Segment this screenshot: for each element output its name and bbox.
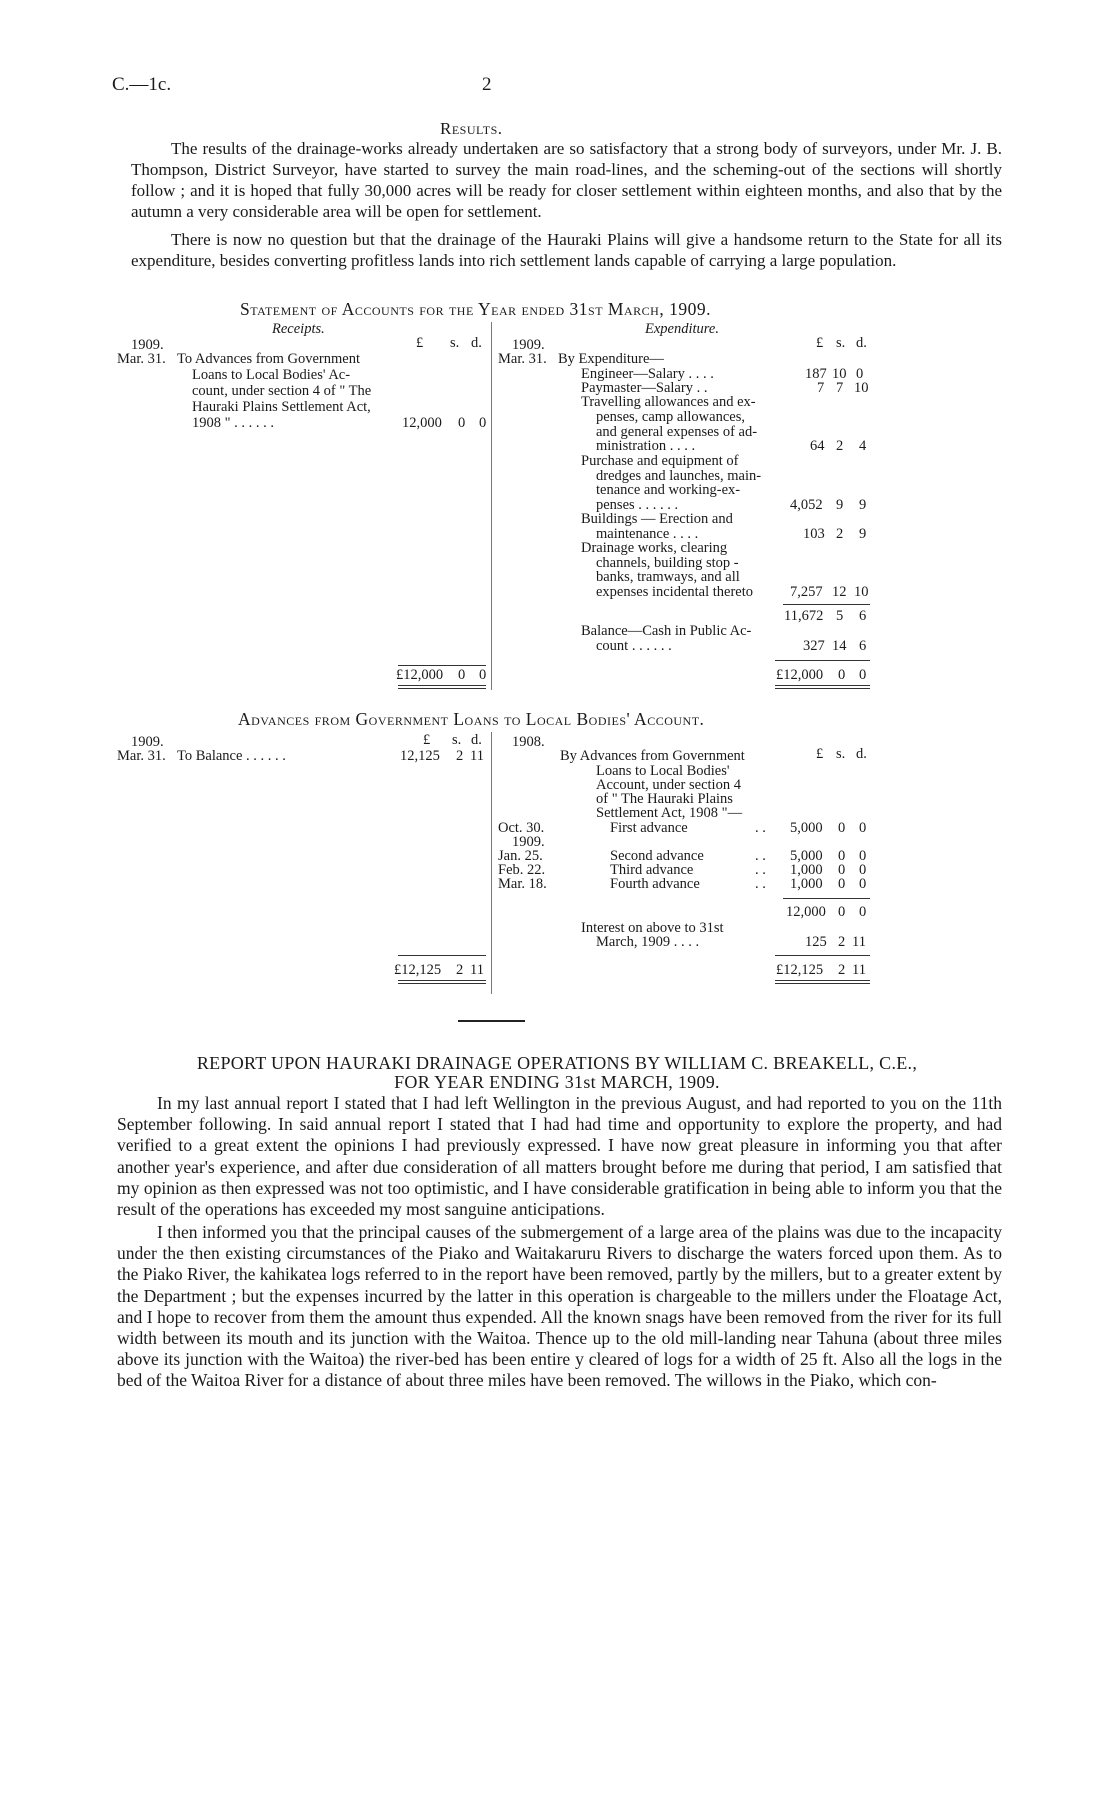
amount-pence: 0 [856, 366, 864, 382]
amount-pence: 10 [854, 380, 869, 396]
amount-pence: 6 [859, 608, 867, 624]
shillings-head: s. [836, 746, 846, 762]
amount-pence: 11 [852, 962, 866, 978]
expense-travelling-2: penses, camp allowances, [596, 409, 745, 425]
results-heading: Results. [440, 119, 503, 138]
expenditure-balance-2: count . . . . . . [596, 638, 672, 654]
advance-dots-2: . . [755, 848, 766, 864]
amount-shillings: 0 [838, 848, 846, 864]
receipts-amount-pence: 0 [479, 415, 487, 431]
amount-pounds: 12,000 [786, 904, 826, 920]
receipts-line-2: Loans to Local Bodies' Ac- [192, 367, 351, 383]
advances-right-year2: 1909. [512, 834, 545, 850]
advance-dots-3: . . [755, 862, 766, 878]
advances-right-intro-1: By Advances from Government [560, 748, 745, 764]
advances-left-total-rule-1 [398, 980, 486, 981]
amount-pence: 11 [852, 934, 866, 950]
receipts-year: 1909. [131, 337, 164, 353]
receipts-line-4: Hauraki Plains Settlement Act, [192, 399, 371, 415]
amount-pounds: 1,000 [790, 862, 823, 878]
advances-right-total-rule-top [775, 955, 870, 956]
amount-pounds: 4,052 [790, 497, 823, 513]
receipts-total-rule-1 [398, 685, 486, 686]
amount-shillings: 2 [456, 748, 464, 764]
expenditure-total-rule-1 [775, 685, 870, 686]
amount-shillings: 2 [838, 962, 846, 978]
expense-purchase-4: penses . . . . . . [596, 497, 679, 513]
advance-label-3: Third advance [610, 862, 694, 878]
amount-shillings: 12 [832, 584, 847, 600]
amount-pounds: 327 [803, 638, 825, 654]
shillings-head: s. [452, 732, 462, 748]
statement-title: Statement of Accounts for the Year ended 31st March, 1909. [240, 299, 711, 319]
advance-label-4: Fourth advance [610, 876, 700, 892]
amount-shillings: 0 [838, 876, 846, 892]
amount-shillings: 7 [836, 380, 844, 396]
amount-pence: 0 [859, 820, 867, 836]
pence-head: d. [471, 732, 482, 748]
amount-shillings: 10 [832, 366, 847, 382]
amount-pence: 0 [859, 904, 867, 920]
results-paragraph-2: There is now no question but that the drainage of the Hauraki Plains will give a handsome return to the State for all its expenditure, besides converting profitless lands into rich settlement lands capable of carrying a large population. [131, 230, 1002, 270]
amount-pounds: 125 [805, 934, 827, 950]
report-paragraph-1: In my last annual report I stated that I had left Wellington in the previous August, and had reported to you on the 11th September following. In said annual report I stated that I had had time and opportunity to explore the property, and had verified to a great extent the opinions I had previously expressed. I have now great pleasure in informing you that after another year's experience, and after due consideration of all matters brought before me during that period, I am satisfied that my opinion as then expressed was not too optimistic, and I have considerable gratification in being able to inform you that the result of the operations has exceeded my most sanguine anticipations. [117, 1093, 1002, 1220]
pence-head: d. [471, 335, 482, 351]
advances-right-total-rule-2 [775, 983, 870, 984]
receipts-total-pounds: £12,000 [396, 667, 444, 683]
advance-dots-1: . . [755, 820, 766, 836]
advance-dots-4: . . [755, 876, 766, 892]
report-title-line-1: REPORT UPON HAURAKI DRAINAGE OPERATIONS BY WILLIAM C. BREAKELL, C.E., [196, 1053, 918, 1073]
advances-right-intro-3: Account, under section 4 [596, 777, 741, 793]
receipts-line-3: count, under section 4 of " The [192, 383, 372, 399]
amount-pounds: 187 [805, 366, 827, 382]
expense-travelling-1: Travelling allowances and ex- [581, 394, 756, 410]
amount-pounds: 5,000 [790, 848, 823, 864]
page-number: 2 [482, 74, 492, 95]
amount-shillings: 2 [836, 526, 844, 542]
expense-drainage-3: banks, tramways, and all [596, 569, 740, 585]
amount-shillings: 0 [838, 820, 846, 836]
shillings-head: s. [450, 335, 460, 351]
amount-pounds: 11,672 [784, 608, 824, 624]
amount-pounds: £12,000 [776, 667, 824, 683]
amount-pounds: 103 [803, 526, 825, 542]
expense-paymaster: Paymaster—Salary . . [581, 380, 708, 396]
expense-drainage-4: expenses incidental thereto [596, 584, 754, 600]
receipts-total-rule-2 [398, 688, 486, 689]
expense-purchase-1: Purchase and equipment of [581, 453, 739, 469]
receipts-line-1: To Advances from Government [177, 351, 361, 367]
expenditure-total-rule-2 [775, 688, 870, 689]
amount-pounds: 7,257 [790, 584, 823, 600]
amount-pounds: £12,125 [776, 962, 824, 978]
pounds-head: £ [423, 732, 431, 748]
amount-shillings: 2 [456, 962, 464, 978]
amount-pence: 11 [470, 962, 484, 978]
advances-right-intro-4: of " The Hauraki Plains [596, 791, 733, 807]
amount-pence: 0 [859, 876, 867, 892]
advances-right-subtotal-rule [783, 898, 870, 899]
pounds-head: £ [816, 335, 824, 351]
amount-pounds: 64 [810, 438, 825, 454]
expense-drainage-2: channels, building stop - [596, 555, 739, 571]
amount-pence: 0 [859, 667, 867, 683]
amount-pence: 0 [859, 848, 867, 864]
expenditure-intro: By Expenditure— [558, 351, 664, 367]
amount-pounds: 1,000 [790, 876, 823, 892]
amount-pence: 9 [859, 497, 867, 513]
advance-date-4: Mar. 18. [498, 876, 547, 892]
expense-travelling-4: ministration . . . . [596, 438, 696, 454]
advances-left-year: 1909. [131, 734, 164, 750]
expenditure-year: 1909. [512, 337, 545, 353]
expense-buildings-2: maintenance . . . . [596, 526, 699, 542]
advances-right-intro-5: Settlement Act, 1908 "— [596, 805, 743, 821]
receipts-line-5: 1908 " . . . . . . [192, 415, 275, 431]
amount-pence: 10 [854, 584, 869, 600]
advance-date-2: Jan. 25. [498, 848, 543, 864]
statement-divider [491, 322, 492, 690]
advances-left-date: Mar. 31. [117, 748, 166, 764]
expenditure-total-rule-top [775, 660, 870, 661]
expenditure-date: Mar. 31. [498, 351, 547, 367]
amount-pounds: £12,125 [394, 962, 442, 978]
advances-divider [491, 732, 492, 994]
advances-right-total-rule-1 [775, 980, 870, 981]
expense-travelling-3: and general expenses of ad- [596, 424, 758, 440]
amount-pounds: 7 [817, 380, 825, 396]
expense-purchase-3: tenance and working-ex- [596, 482, 741, 498]
amount-pence: 0 [859, 862, 867, 878]
advances-right-year: 1908. [512, 734, 545, 750]
advance-date-1: Oct. 30. [498, 820, 545, 836]
pounds-head: £ [816, 746, 824, 762]
amount-shillings: 0 [838, 904, 846, 920]
advances-left-total-rule-2 [398, 983, 486, 984]
section-separator [458, 1020, 525, 1022]
shillings-head: s. [836, 335, 846, 351]
amount-pence: 11 [470, 748, 484, 764]
amount-shillings: 5 [836, 608, 844, 624]
advances-interest-2: March, 1909 . . . . [596, 934, 700, 950]
advances-left-text: To Balance . . . . . . [177, 748, 286, 764]
amount-shillings: 2 [836, 438, 844, 454]
receipts-date: Mar. 31. [117, 351, 166, 367]
amount-pence: 4 [859, 438, 867, 454]
amount-shillings: 9 [836, 497, 844, 513]
receipts-label: Receipts. [272, 321, 325, 337]
amount-shillings: 2 [838, 934, 846, 950]
advances-title: Advances from Government Loans to Local Bodies' Account. [238, 709, 705, 729]
expense-engineer: Engineer—Salary . . . . [581, 366, 714, 382]
amount-pounds: 5,000 [790, 820, 823, 836]
amount-shillings: 0 [838, 862, 846, 878]
advances-interest-1: Interest on above to 31st [581, 920, 724, 936]
receipts-amount-pounds: 12,000 [402, 415, 442, 431]
amount-shillings: 14 [832, 638, 847, 654]
report-paragraph-2: I then informed you that the principal causes of the submergement of a large area of the plains was due to the incapacity under the then existing circumstances of the Piako and Waitakaruru Rivers to discharge the waters forced upon them. As to the Piako River, the kahikatea logs referred to in the report have been removed, partly by the millers, but to a greater extent by the Department ; but the expenses incurred by the latter in this operation is chargeable to the millers under the Floatage Act, and I hope to recover from them the amount thus expended. All the known snags have been removed from the river for its full width between its mouth and its junction with the Waitoa. Thence up to the old mill-landing near Tahuna (about three miles above its junction with the Waitoa) the river-bed has been entire y cleared of logs for a width of 25 ft. Also all the logs in the bed of the Waitoa River for a distance of about three miles have been removed. The willows in the Piako, which con- [117, 1222, 1002, 1391]
receipts-total-shillings: 0 [458, 667, 466, 683]
pounds-head: £ [416, 335, 424, 351]
pence-head: d. [856, 746, 867, 762]
receipts-total-pence: 0 [479, 667, 487, 683]
expense-drainage-1: Drainage works, clearing [581, 540, 728, 556]
pence-head: d. [856, 335, 867, 351]
advance-label-2: Second advance [610, 848, 704, 864]
advances-left-total-rule-top [398, 955, 486, 956]
amount-pounds: 12,125 [400, 748, 440, 764]
amount-shillings: 0 [838, 667, 846, 683]
receipts-amount-shillings: 0 [458, 415, 466, 431]
advances-right-intro-2: Loans to Local Bodies' [596, 763, 730, 779]
amount-pence: 6 [859, 638, 867, 654]
advance-label-1: First advance [610, 820, 688, 836]
expenditure-subtotal-rule [783, 604, 870, 605]
receipts-total-rule-top [398, 665, 486, 666]
expenditure-balance-1: Balance—Cash in Public Ac- [581, 623, 752, 639]
advance-date-3: Feb. 22. [498, 862, 546, 878]
report-title-line-2: FOR YEAR ENDING 31st MARCH, 1909. [394, 1072, 720, 1092]
results-paragraph-1: The results of the drainage-works already undertaken are so satisfactory that a strong body of surveyors, under Mr. J. B. Thompson, District Surveyor, have started to survey the main road-lines, and the scheming-out of the sections will shortly follow ; and it is hoped that fully 30,000 acres will be ready for closer settlement within eighteen months, and also that by the autumn a very considerable area will be open for settlement. [131, 139, 1002, 221]
expense-buildings-1: Buildings — Erection and [581, 511, 733, 527]
document-id: C.—1c. [112, 74, 172, 95]
expense-purchase-2: dredges and launches, main- [596, 468, 762, 484]
amount-pence: 9 [859, 526, 867, 542]
expenditure-label: Expenditure. [645, 321, 719, 337]
